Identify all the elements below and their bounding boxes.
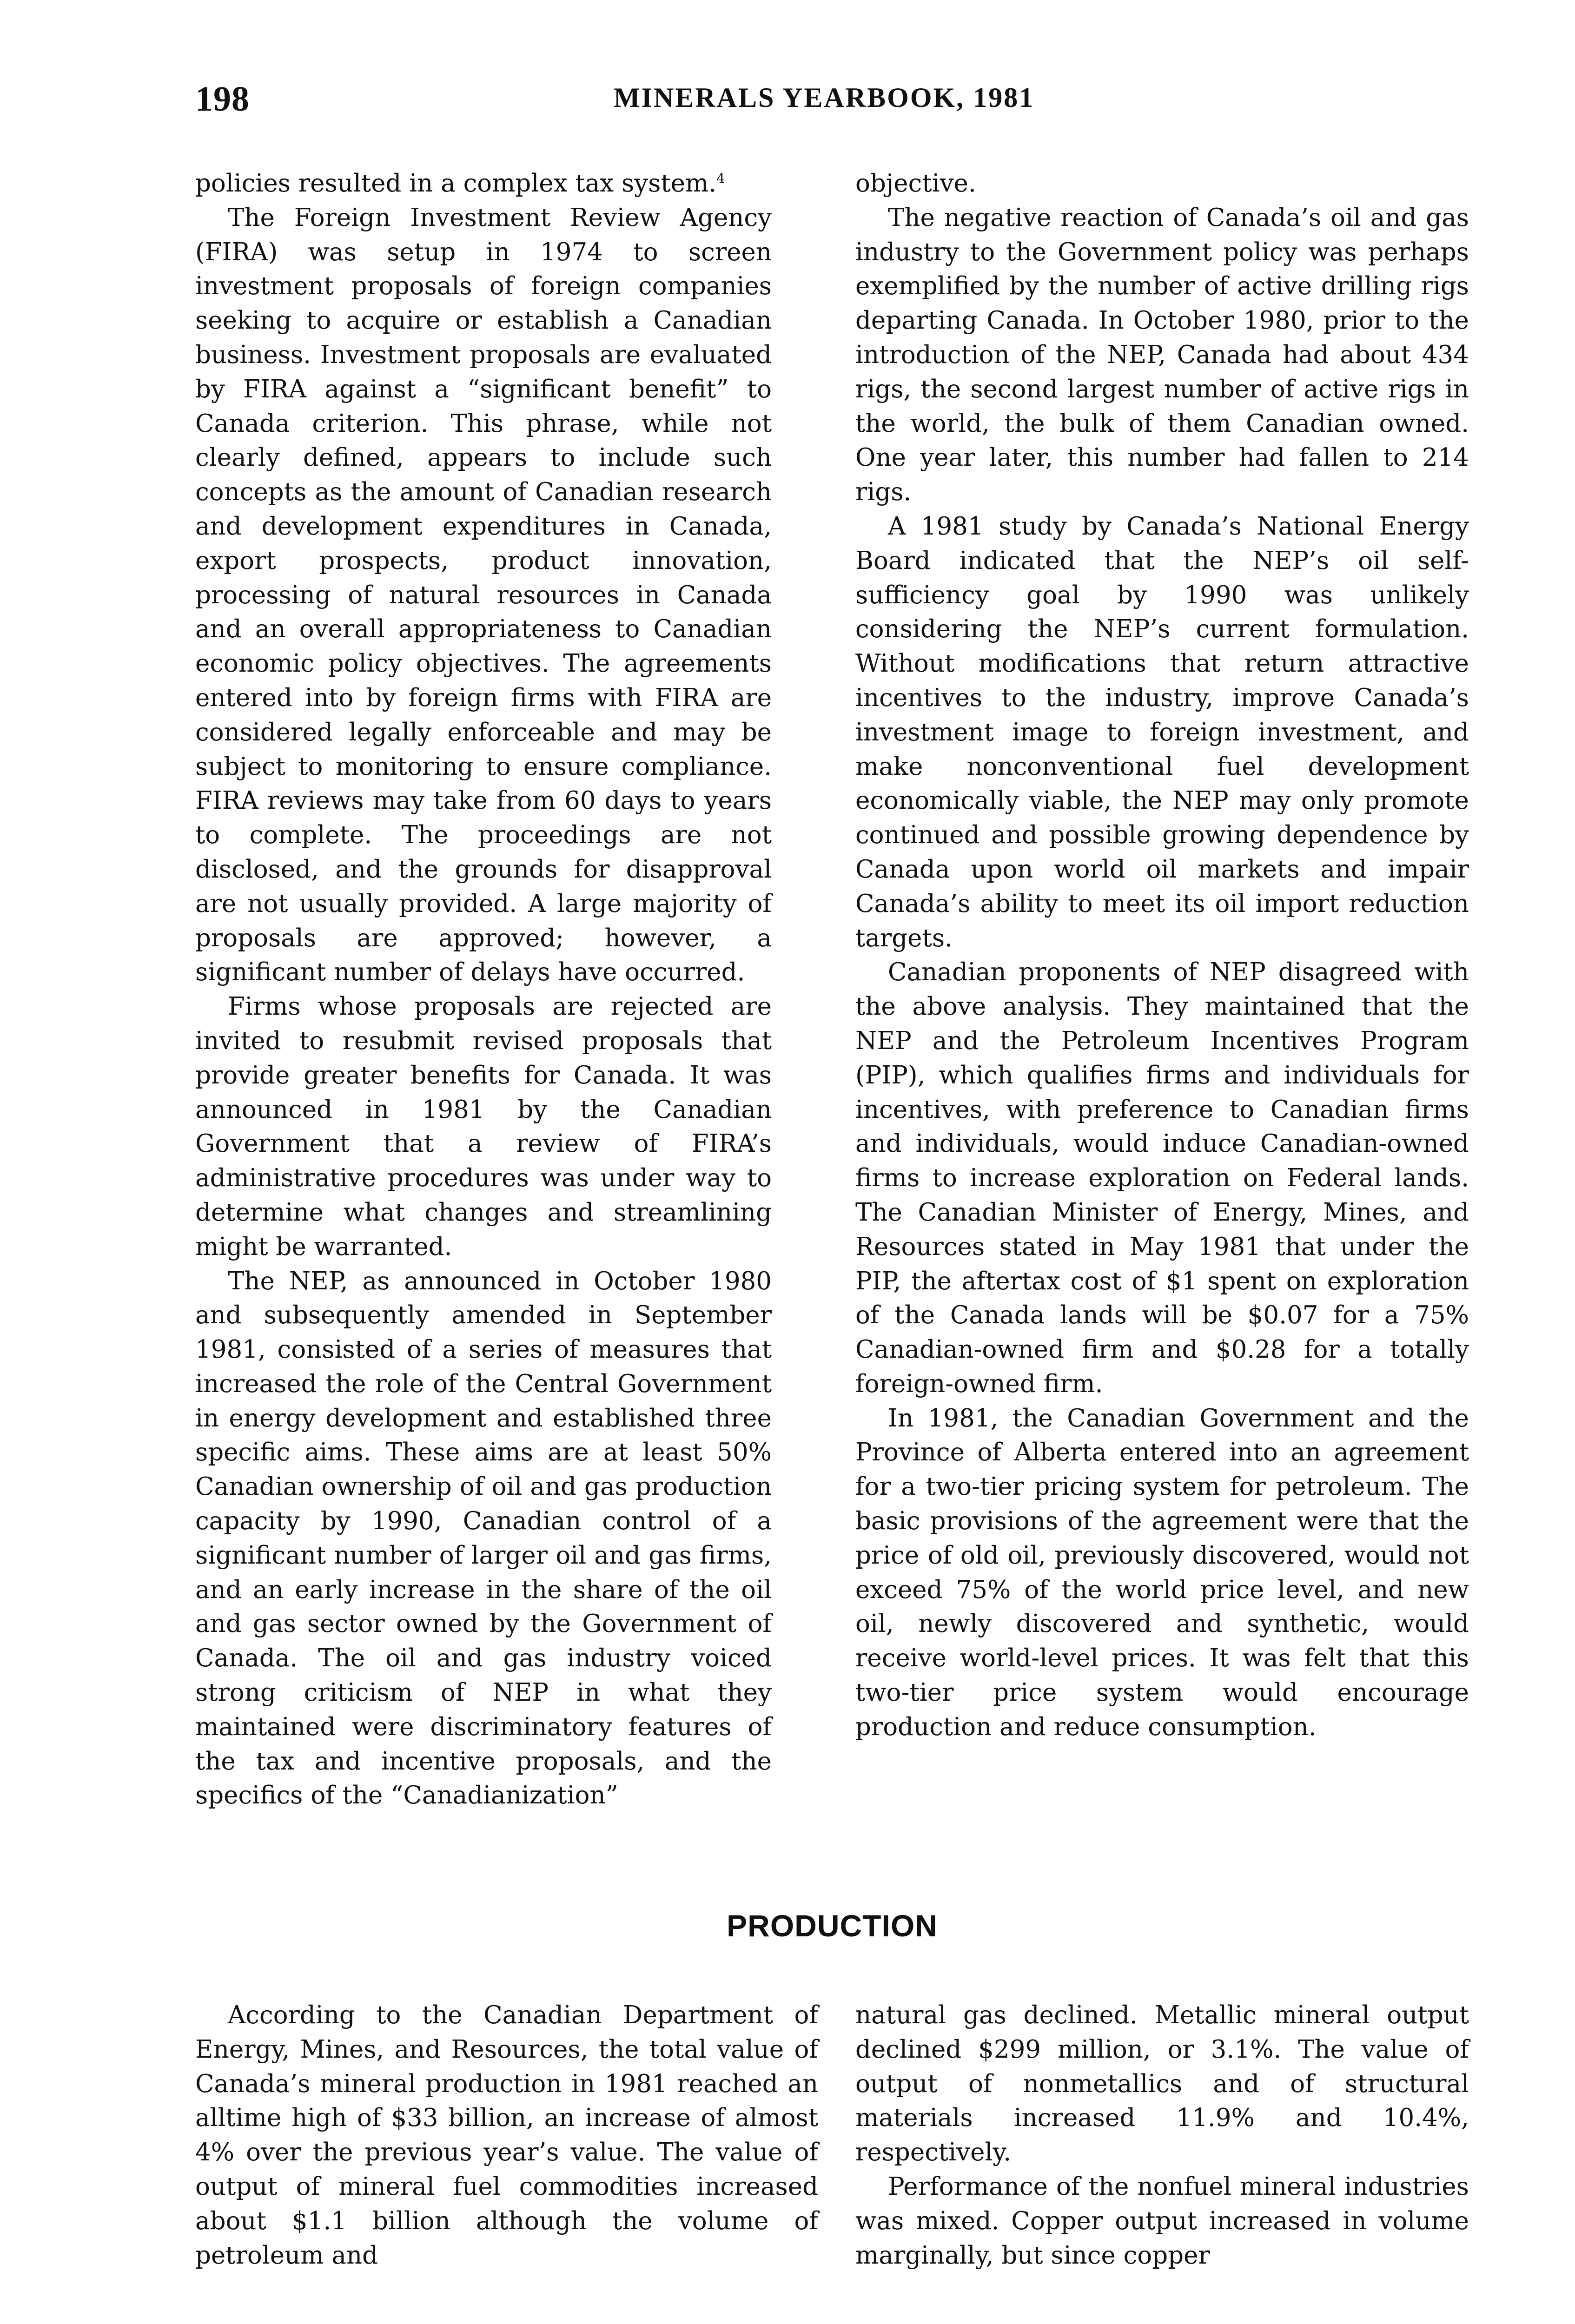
- paragraph: Performance of the nonfuel mineral industries was mixed. Copper output increased in volume marginally, but since copper: [855, 2172, 1469, 2270]
- top-left-column: [195, 166, 772, 1813]
- running-head: [195, 79, 1390, 130]
- production-right-column: [855, 1998, 1469, 2272]
- paragraph-text: policies resulted in a complex tax system.: [195, 169, 717, 198]
- paragraph: The NEP, as announced in October 1980 and subsequently amended in September 1981, consisted of a series of measures that increased the role of the Central Government in energy development and established three specific aims. These aims are at least 50% Canadian ownership of oil and gas production capacity by 1990, Canadian control of a significant number of larger oil and gas firms, and an early increase in the share of the oil and gas sector owned by the Government of Canada. The oil and gas industry voiced strong criticism of NEP in what they maintained were discriminatory features of the tax and incentive proposals, and the specifics of the “Canadianization”: [195, 1267, 772, 1810]
- paragraph: In 1981, the Canadian Government and the Province of Alberta entered into an agreement for a two-tier pricing system for petroleum. The basic provisions of the agreement were that the price of old oil, previously discovered, would not exceed 75% of the world price level, and new oil, newly discovered and synthetic, would receive world-level prices. It was felt that this two-tier price system would encourage production and reduce consumption.: [855, 1404, 1469, 1741]
- paragraph: According to the Canadian Department of Energy, Mines, and Resources, the total value of Canada’s mineral production in 1981 reached an alltime high of $33 billion, an increase of almost 4% over the previous year’s value. The value of output of mineral fuel commodities increased about $1.1 billion although the volume of petroleum and: [195, 2001, 818, 2270]
- paragraph: Canadian proponents of NEP disagreed with the above analysis. They maintained that the NEP and the Petroleum Incentives Program (PIP), which qualifies firms and individuals for incentives, with preference to Canadian firms and individuals, would induce Canadian-owned firms to increase exploration on Federal lands. The Canadian Minister of Energy, Mines, and Resources stated in May 1981 that under the PIP, the aftertax cost of $1 spent on exploration of the Canada lands will be $0.07 for a 75% Canadian-owned firm and $0.28 for a totally foreign-owned firm.: [855, 958, 1469, 1398]
- running-title: MINERALS YEARBOOK, 1981: [614, 82, 1035, 113]
- paragraph: [195, 166, 772, 201]
- paragraph: natural gas declined. Metallic mineral output declined $299 million, or 3.1%. The value of output of nonmetallics and of structural materials increased 11.9% and 10.4%, respectively.: [855, 2001, 1469, 2167]
- footnote-marker: 4: [716, 170, 725, 186]
- production-left-column: [195, 1998, 818, 2272]
- paragraph: Firms whose proposals are rejected are invited to resubmit revised proposals that provide greater benefits for Canada. It was announced in 1981 by the Canadian Government that a review of FIRA’s administrative procedures was under way to determine what changes and streamlining might be warranted.: [195, 992, 772, 1261]
- paragraph: objective.: [855, 169, 976, 198]
- top-right-column: [855, 166, 1469, 1744]
- paragraph: A 1981 study by Canada’s National Energy Board indicated that the NEP’s oil self-sufficiency goal by 1990 was unlikely considering the NEP’s current formulation. Without modifications that return attractive incentives to the industry, improve Canada’s investment image to foreign investment, and make nonconventional fuel development economically viable, the NEP may only promote continued and possible growing dependence by Canada upon world oil markets and impair Canada’s ability to meet its oil import reduction targets.: [855, 512, 1469, 952]
- section-heading-production: PRODUCTION: [727, 1908, 938, 1943]
- paragraph: The negative reaction of Canada’s oil and gas industry to the Government policy was perhaps exemplified by the number of active drilling rigs departing Canada. In October 1980, prior to the introduction of the NEP, Canada had about 434 rigs, the second largest number of active rigs in the world, the bulk of them Canadian owned. One year later, this number had fallen to 214 rigs.: [855, 203, 1469, 507]
- page-number: 198: [195, 79, 250, 119]
- paragraph: The Foreign Investment Review Agency (FIRA) was setup in 1974 to screen investment proposals of foreign companies seeking to acquire or establish a Canadian business. Investment proposals are evaluated by FIRA against a “significant benefit” to Canada criterion. This phrase, while not clearly defined, appears to include such concepts as the amount of Canadian research and development expenditures in Canada, export prospects, product innovation, processing of natural resources in Canada and an overall appropriateness to Canadian economic policy objectives. The agreements entered into by foreign firms with FIRA are considered legally enforceable and may be subject to monitoring to ensure compliance. FIRA reviews may take from 60 days to years to complete. The proceedings are not disclosed, and the grounds for disapproval are not usually provided. A large majority of proposals are approved; however, a significant number of delays have occurred.: [195, 203, 772, 987]
